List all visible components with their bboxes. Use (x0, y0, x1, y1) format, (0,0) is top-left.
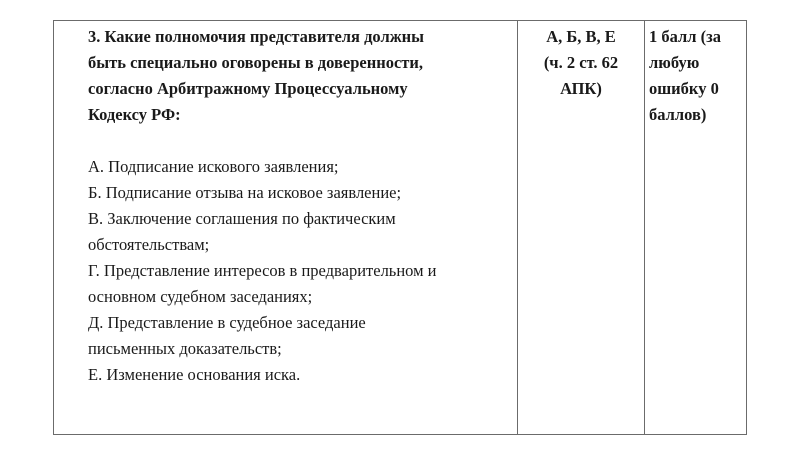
option-line: Д. Представление в судебное заседание (88, 313, 366, 332)
scoring-line: баллов) (649, 105, 707, 124)
question-table (53, 20, 747, 435)
answer-line: (ч. 2 ст. 62 (543, 53, 619, 72)
option-line: В. Заключение соглашения по фактическим (88, 209, 396, 228)
option-d (88, 258, 511, 310)
option-a (88, 154, 511, 180)
option-e (88, 310, 511, 362)
option-line: основном судебном заседаниях; (88, 287, 313, 306)
option-line: А. Подписание искового заявления; (88, 157, 339, 176)
option-line: Г. Представление интересов в предварительном и (88, 261, 437, 280)
scoring-line: ошибку 0 (649, 79, 719, 98)
option-b (88, 180, 511, 206)
scoring-cell (645, 21, 747, 435)
question-line: 3. Какие полномочия представителя должны (88, 27, 425, 46)
spacer (88, 128, 511, 154)
answer-line: А, Б, В, Е (546, 27, 616, 46)
option-f (88, 362, 511, 388)
answer-cell (518, 21, 645, 435)
question-line: Кодексу РФ: (88, 105, 181, 124)
question-line: согласно Арбитражному Процессуальному (88, 79, 408, 98)
answer-line: АПК) (560, 79, 602, 98)
option-c (88, 206, 511, 258)
option-line: обстоятельствам; (88, 235, 210, 254)
question-cell (54, 21, 518, 435)
scoring-line: любую (649, 53, 700, 72)
question-line: быть специально оговорены в доверенности, (88, 53, 424, 72)
table-row (54, 21, 747, 435)
question-text (88, 24, 511, 128)
option-line: Б. Подписание отзыва на исковое заявление; (88, 183, 402, 202)
option-line: письменных доказательств; (88, 339, 282, 358)
option-line: Е. Изменение основания иска. (88, 365, 301, 384)
scoring-line: 1 балл (за (649, 27, 722, 46)
